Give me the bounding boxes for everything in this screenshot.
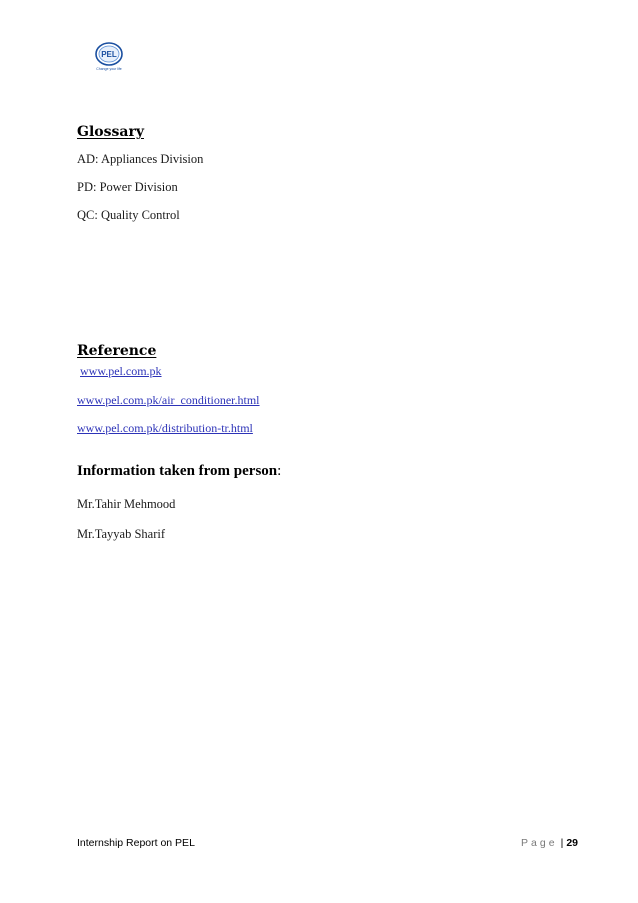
glossary-item-pd: PD: Power Division bbox=[77, 180, 178, 194]
information-heading-text: Information taken from person bbox=[77, 463, 278, 479]
reference-link-distribution[interactable]: www.pel.com.pk/distribution-tr.html bbox=[77, 421, 253, 435]
glossary-heading: Glossary bbox=[77, 124, 144, 140]
reference-heading: Reference bbox=[77, 343, 157, 359]
logo-text: PEL bbox=[101, 50, 117, 59]
reference-link-home[interactable]: www.pel.com.pk bbox=[80, 364, 162, 378]
person-tahir: Mr.Tahir Mehmood bbox=[77, 497, 176, 511]
footer-page-word: Page bbox=[521, 837, 558, 849]
glossary-item-qc: QC: Quality Control bbox=[77, 208, 180, 222]
information-heading bbox=[77, 463, 281, 480]
footer-page-number: 29 bbox=[566, 837, 578, 849]
footer-page-indicator bbox=[521, 836, 578, 850]
logo-tagline: Change your life bbox=[96, 67, 122, 71]
pel-logo-icon bbox=[92, 40, 126, 70]
reference-link-air-conditioner[interactable]: www.pel.com.pk/air_conditioner.html bbox=[77, 393, 260, 407]
person-tayyab: Mr.Tayyab Sharif bbox=[77, 527, 165, 541]
footer-page-separator: | bbox=[560, 837, 564, 849]
glossary-item-ad: AD: Appliances Division bbox=[77, 152, 204, 166]
information-heading-colon: : bbox=[277, 463, 282, 479]
footer-report-title: Internship Report on PEL bbox=[77, 837, 195, 849]
